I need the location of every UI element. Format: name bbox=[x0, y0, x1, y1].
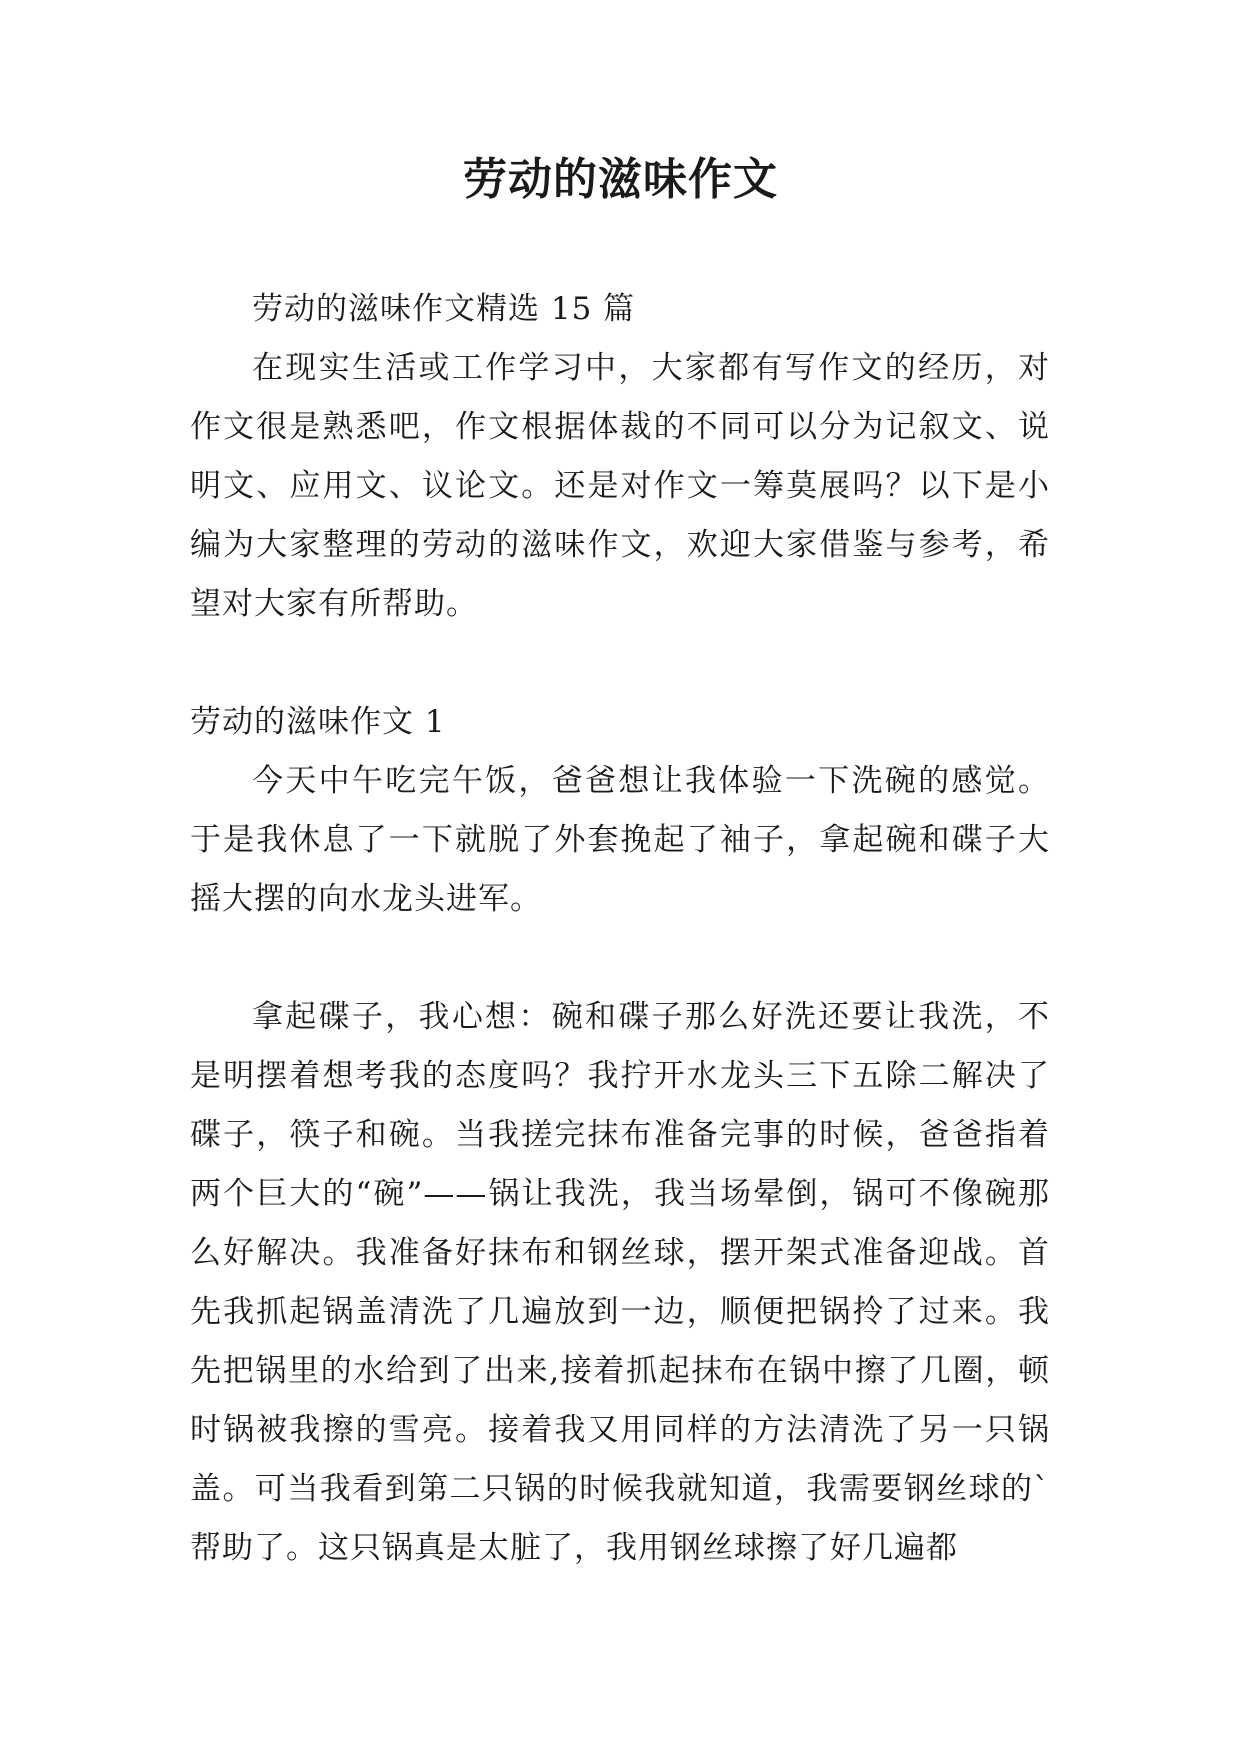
body-paragraph-1: 今天中午吃完午饭，爸爸想让我体验一下洗碗的感觉。于是我休息了一下就脱了外套挽起了袖子，拿起碗和碟子大摇大摆的向水龙头进军。 bbox=[190, 763, 1050, 917]
body-paragraph-2: 拿起碟子，我心想：碗和碟子那么好洗还要让我洗，不是明摆着想考我的态度吗？我拧开水龙头三下五除二解决了碟子，筷子和碗。当我搓完抹布准备完事的时候，爸爸指着两个巨大的“碗”——锅让我洗，我当场晕倒，锅可不像碗那么好解决。我准备好抹布和钢丝球，摆开架式准备迎战。首先我抓起锅盖清洗了几遍放到一边，顺便把锅拎了过来。我先把锅里的水给到了出来,接着抓起抹布在锅中擦了几圈，顿时锅被我擦的雪亮。接着我又用同样的方法清洗了另一只锅盖。可当我看到第二只锅的时候我就知道，我需要钢丝球的`帮助了。这只锅真是太脏了，我用钢丝球擦了好几遍都 bbox=[190, 999, 1050, 1566]
intro-paragraph: 在现实生活或工作学习中，大家都有写作文的经历，对作文很是熟悉吧，作文根据体裁的不同可以分为记叙文、说明文、应用文、议论文。还是对作文一筹莫展吗？以下是小编为大家整理的劳动的滋味作文，欢迎大家借鉴与参考，希望对大家有所帮助。 bbox=[190, 350, 1050, 622]
paragraph-spacer bbox=[190, 929, 1050, 988]
document-subtitle: 劳动的滋味作文精选 15 篇 bbox=[252, 291, 636, 327]
document-body bbox=[190, 280, 1050, 1578]
document-title: 劳动的滋味作文 bbox=[463, 154, 778, 205]
paragraph-spacer bbox=[190, 634, 1050, 693]
section-heading: 劳动的滋味作文 1 bbox=[190, 704, 446, 740]
